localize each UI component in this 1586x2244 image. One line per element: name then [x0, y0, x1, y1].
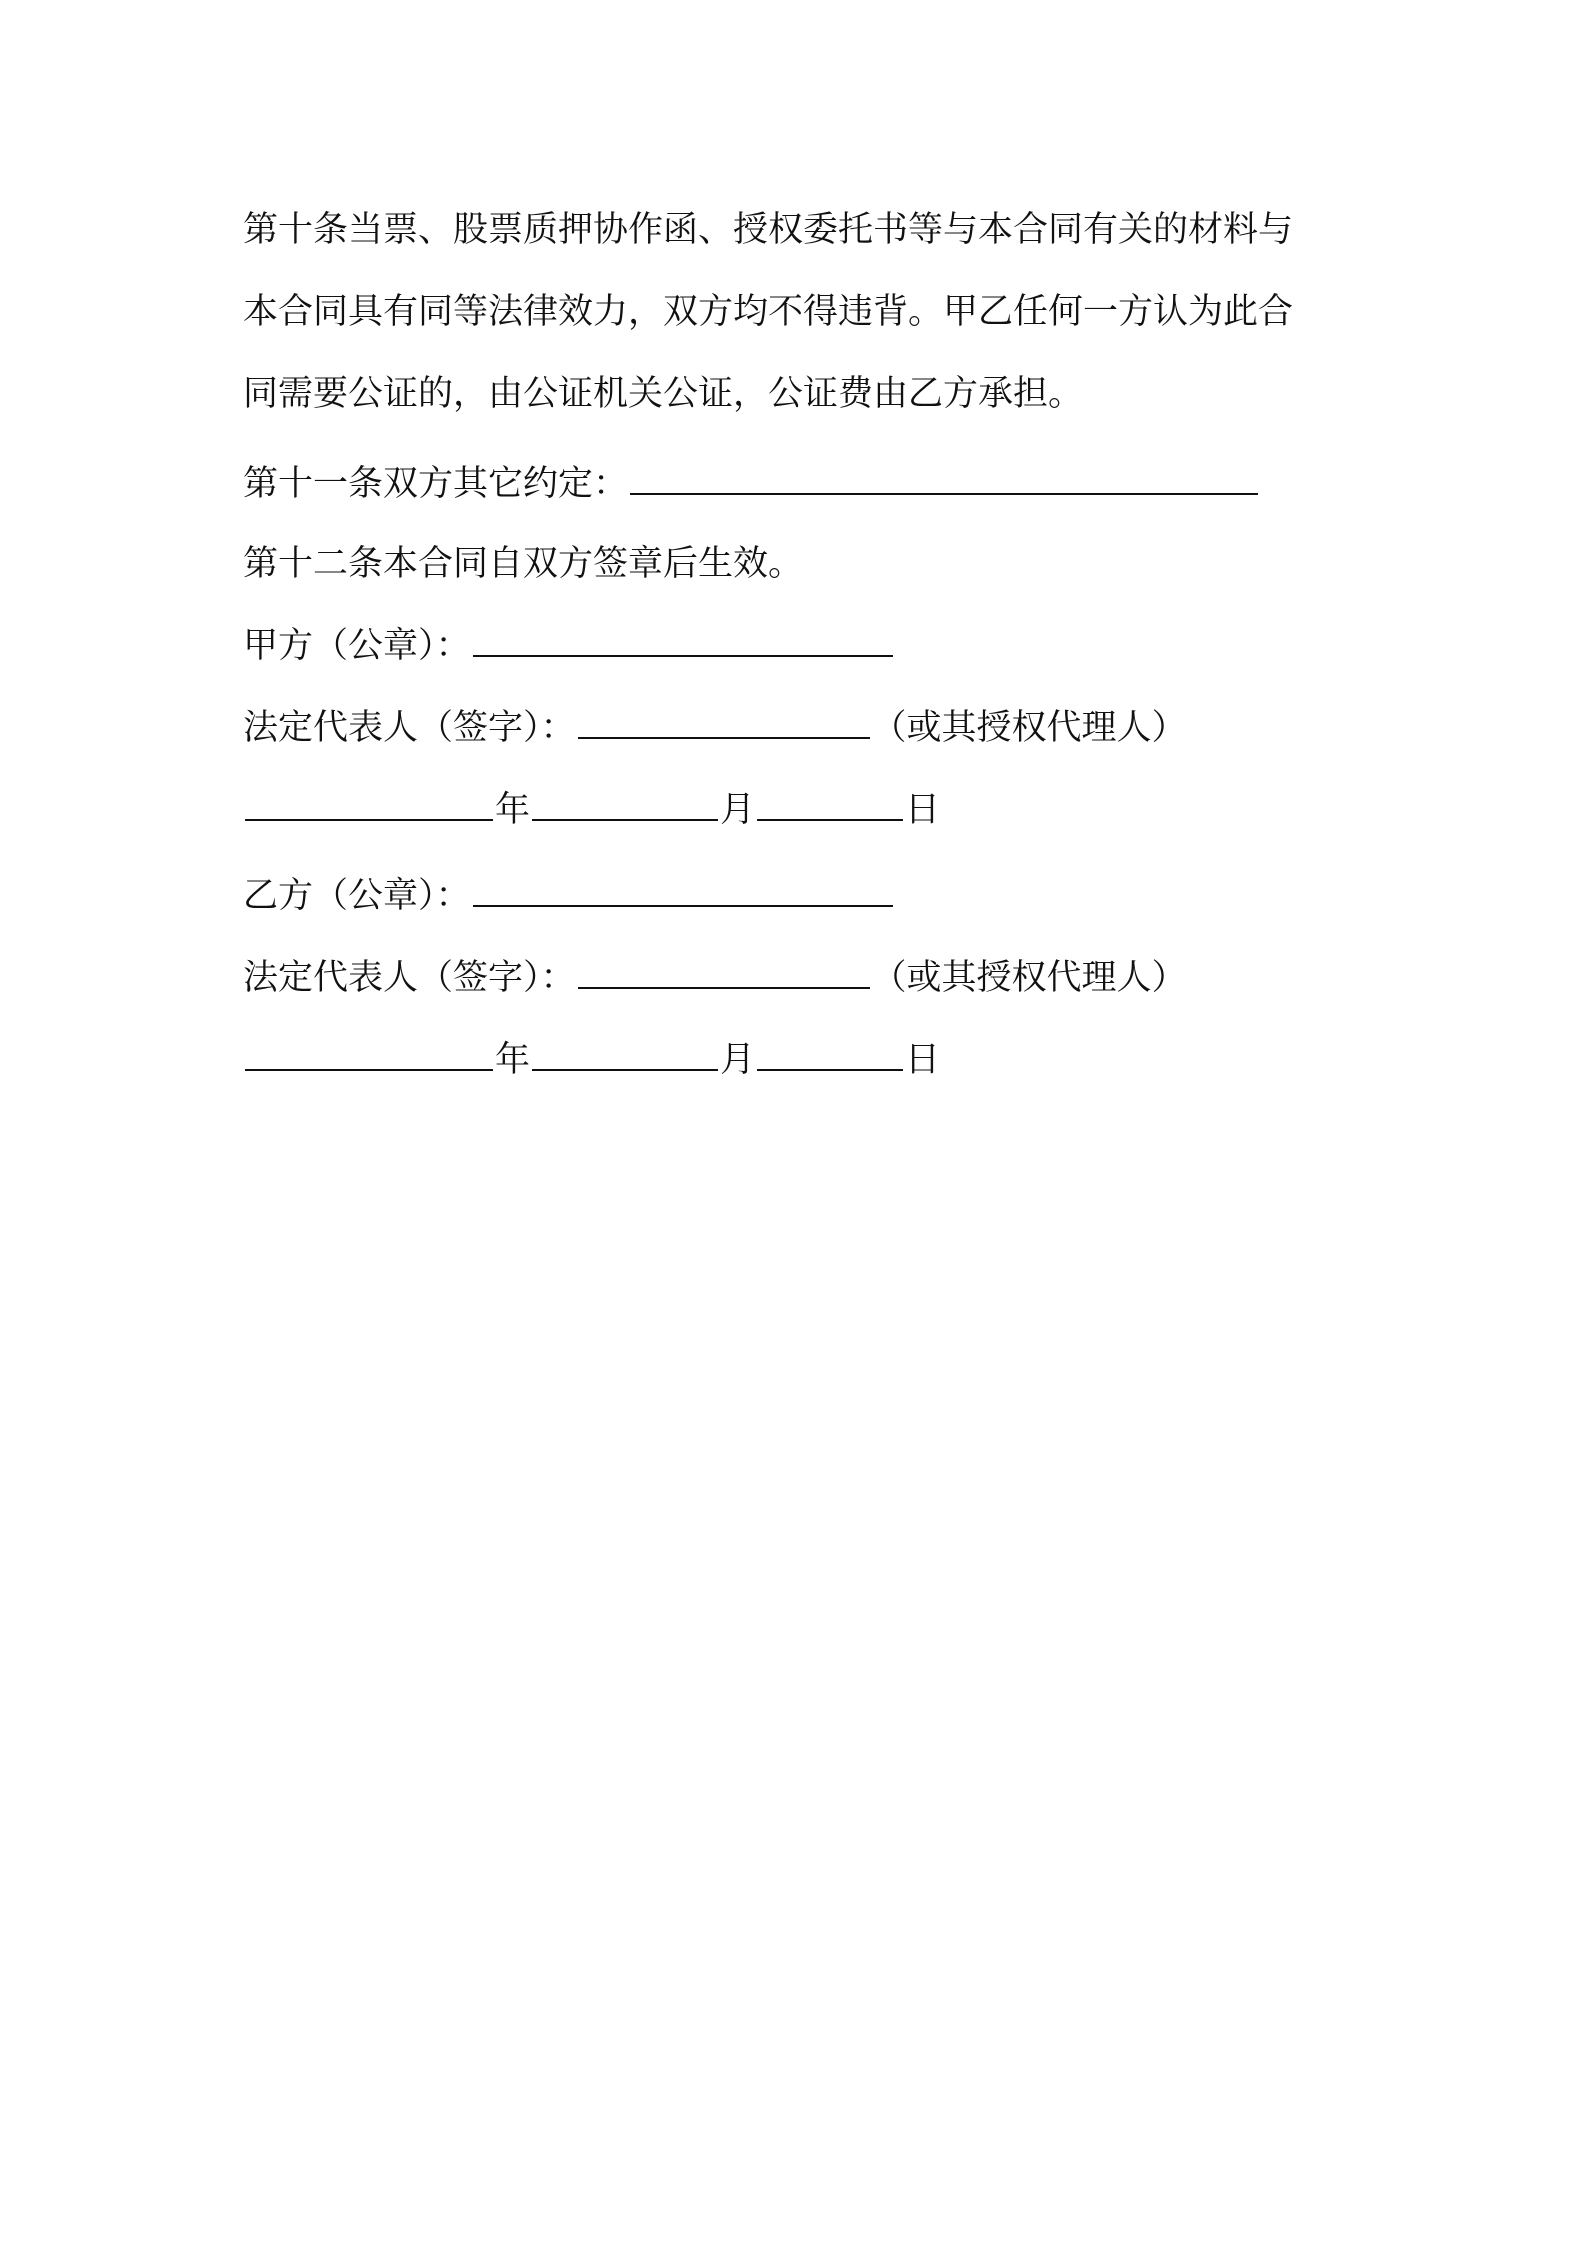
party-b-year-label: 年: [495, 1040, 531, 1080]
article10-line2: 本合同具有同等法律效力，双方均不得违背。甲乙任何一方认为此合: [243, 292, 1294, 332]
party-a-seal-line: [243, 624, 895, 668]
party-b-month-blank[interactable]: [532, 1039, 718, 1071]
party-b-rep-line: [243, 956, 1187, 1000]
party-b-rep-label: 法定代表人（签字）：: [243, 958, 576, 998]
party-b-day-blank[interactable]: [757, 1039, 903, 1071]
article11-label: 第十一条双方其它约定：: [243, 464, 629, 504]
party-b-date-line: [243, 1038, 940, 1082]
party-b-year-blank[interactable]: [245, 1039, 493, 1071]
party-b-seal-label: 乙方（公章）：: [243, 876, 471, 916]
party-a-year-blank[interactable]: [245, 789, 493, 821]
article10-line3: 同需要公证的，由公证机关公证，公证费由乙方承担。: [243, 374, 1084, 414]
party-b-signature-blank[interactable]: [578, 957, 870, 989]
article11-line: [243, 462, 1260, 506]
party-a-year-label: 年: [495, 790, 531, 830]
party-b-rep-suffix: （或其授权代理人）: [871, 958, 1187, 998]
party-a-seal-blank[interactable]: [473, 625, 893, 657]
party-a-day-label: 日: [905, 790, 941, 830]
party-a-seal-label: 甲方（公章）：: [243, 626, 471, 666]
party-a-rep-label: 法定代表人（签字）：: [243, 708, 576, 748]
party-a-date-line: [243, 788, 940, 832]
other-terms-blank[interactable]: [630, 463, 1258, 495]
party-b-day-label: 日: [905, 1040, 941, 1080]
party-a-month-blank[interactable]: [532, 789, 718, 821]
party-a-rep-line: [243, 706, 1187, 750]
party-b-month-label: 月: [720, 1040, 756, 1080]
party-b-seal-blank[interactable]: [473, 875, 893, 907]
party-a-day-blank[interactable]: [757, 789, 903, 821]
article12-line: 第十二条本合同自双方签章后生效。: [243, 544, 804, 584]
party-a-rep-suffix: （或其授权代理人）: [871, 708, 1187, 748]
party-a-month-label: 月: [720, 790, 756, 830]
party-a-signature-blank[interactable]: [578, 707, 870, 739]
party-b-seal-line: [243, 874, 895, 918]
article10-line1: 第十条当票、股票质押协作函、授权委托书等与本合同有关的材料与: [243, 210, 1294, 250]
